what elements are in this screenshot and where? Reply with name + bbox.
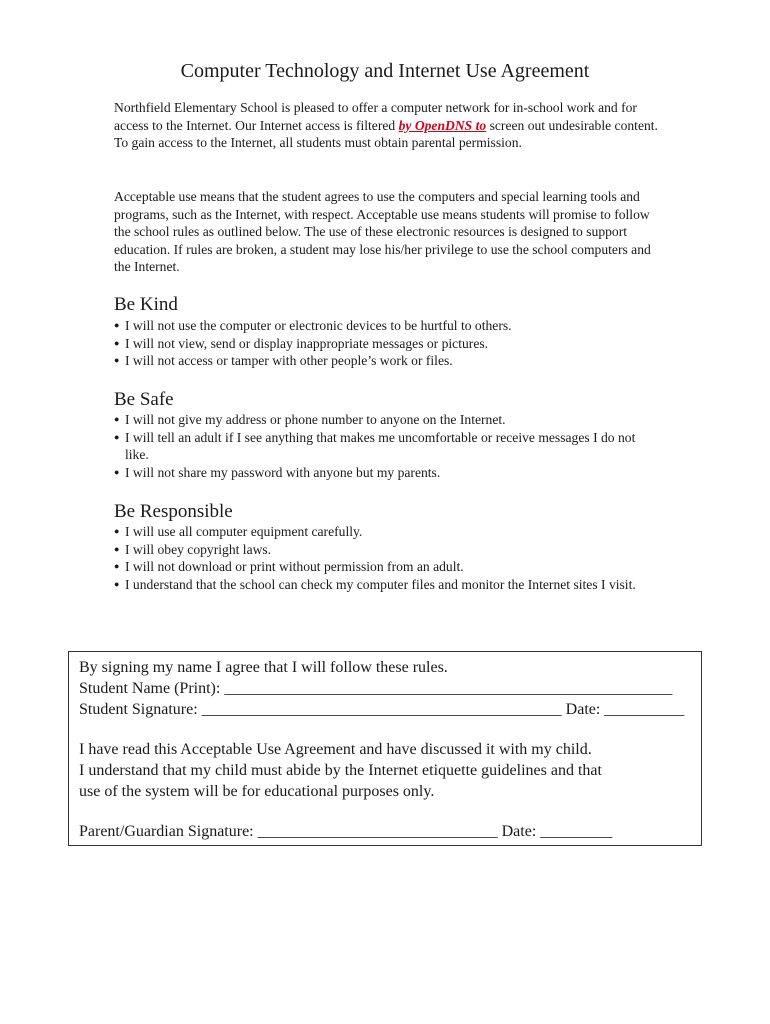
section-heading-be-responsible: Be Responsible bbox=[114, 501, 233, 522]
list-item: ● I will not give my address or phone number to anyone on the Internet. bbox=[114, 411, 659, 429]
student-name-field[interactable]: Student Name (Print): ________________________________________________________ bbox=[79, 680, 673, 697]
be-kind-list bbox=[114, 317, 659, 370]
parent-statement-line: I have read this Acceptable Use Agreement and have discussed it with my child. bbox=[79, 741, 592, 758]
list-item: ● I will not view, send or display inappropriate messages or pictures. bbox=[114, 335, 659, 353]
section-heading-be-safe: Be Safe bbox=[114, 389, 174, 410]
document-title: Computer Technology and Internet Use Agreement bbox=[180, 60, 590, 82]
list-item: ● I will obey copyright laws. bbox=[114, 541, 659, 559]
signature-box bbox=[68, 651, 702, 846]
intro-text-start: Northfield Elementary School is pleased to offer a computer network for in-school work and for access to the Internet. Our Internet access is filtered bbox=[114, 100, 637, 133]
parent-statement-line: I understand that my child must abide by the Internet etiquette guidelines and that bbox=[79, 762, 602, 779]
list-item: ● I will not download or print without permission from an adult. bbox=[114, 558, 659, 576]
list-item: ● I will not access or tamper with other people’s work or files. bbox=[114, 352, 659, 370]
parent-statement-line: use of the system will be for educational purposes only. bbox=[79, 783, 435, 800]
parent-signature-field[interactable]: Parent/Guardian Signature: ______________________________ Date: _________ bbox=[79, 823, 613, 840]
list-item: ● I understand that the school can check my computer files and monitor the Internet sites I visit. bbox=[114, 576, 659, 594]
list-item: ● I will use all computer equipment carefully. bbox=[114, 523, 659, 541]
be-safe-list bbox=[114, 411, 659, 481]
acceptable-use-paragraph: Acceptable use means that the student agrees to use the computers and special learning tools and programs, such as the Internet, with respect. Acceptable use means students will promise to follow the school rules as outlined below. The use of these electronic resources is designed to support education. If rules are broken, a student may lose his/her privilege to use the school computers and the Internet. bbox=[114, 189, 651, 275]
intro-text-end: screen out undesirable content. To gain access to the Internet, all students must obtain parental permission. bbox=[114, 117, 658, 151]
list-item: ● I will not share my password with anyone but my parents. bbox=[114, 464, 659, 482]
agree-statement: By signing my name I agree that I will follow these rules. bbox=[79, 659, 448, 676]
list-item: ● I will tell an adult if I see anything that makes me uncomfortable or receive messages I do not like. bbox=[114, 429, 659, 464]
intro-paragraph bbox=[114, 99, 659, 152]
section-heading-be-kind: Be Kind bbox=[114, 294, 178, 315]
student-signature-field[interactable]: Student Signature: _____________________________________________ Date: __________ bbox=[79, 701, 685, 718]
be-responsible-list bbox=[114, 523, 659, 593]
opendns-link[interactable]: by OpenDNS to bbox=[398, 117, 487, 133]
list-item: ● I will not use the computer or electronic devices to be hurtful to others. bbox=[114, 317, 659, 335]
